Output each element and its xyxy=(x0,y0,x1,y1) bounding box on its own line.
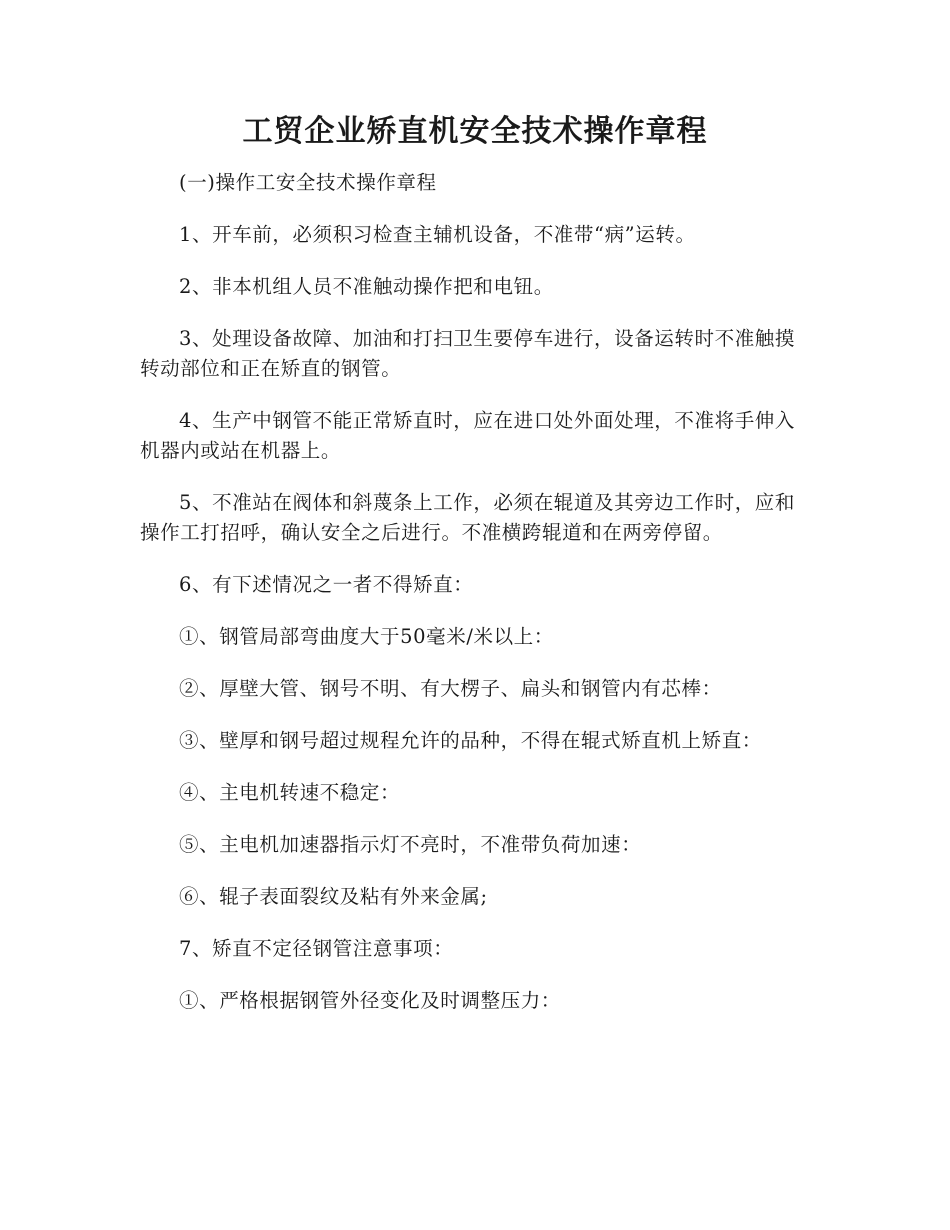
document-body xyxy=(140,168,808,1038)
paragraph: 5、不准站在阀体和斜蔑条上工作，必须在辊道及其旁边工作时，应和操作工打招呼，确认安全之后进行。不准横跨辊道和在两旁停留。 xyxy=(140,491,796,544)
list-item: ⑥、辊子表面裂纹及粘有外来金属; xyxy=(179,885,488,908)
paragraph: 3、处理设备故障、加油和打扫卫生要停车进行，设备运转时不准触摸转动部位和正在矫直的钢管。 xyxy=(140,327,796,380)
paragraph: 4、生产中钢管不能正常矫直时，应在进口处外面处理，不准将手伸入机器内或站在机器上。 xyxy=(140,409,796,462)
list-item: ④、主电机转速不稳定： xyxy=(179,781,401,804)
paragraph: 7、矫直不定径钢管注意事项： xyxy=(179,937,454,960)
paragraph: 2、非本机组人员不准触动操作把和电钮。 xyxy=(179,275,554,298)
paragraph: 6、有下述情况之一者不得矫直： xyxy=(179,573,474,596)
document-title: 工贸企业矫直机安全技术操作章程 xyxy=(242,114,708,149)
list-item: ⑤、主电机加速器指示灯不亮时，不准带负荷加速： xyxy=(179,833,642,856)
section-heading: (一)操作工安全技术操作章程 xyxy=(179,171,437,194)
list-item: ②、厚壁大管、钢号不明、有大楞子、扁头和钢管内有芯棒： xyxy=(179,677,722,700)
list-item: ③、壁厚和钢号超过规程允许的品种，不得在辊式矫直机上矫直： xyxy=(179,729,762,752)
paragraph: 1、开车前，必须积习检查主辅机设备，不准带“病”运转。 xyxy=(179,223,696,246)
list-item: ①、严格根据钢管外径变化及时调整压力： xyxy=(179,989,561,1012)
list-item: ①、钢管局部弯曲度大于50毫米/米以上： xyxy=(179,625,554,648)
